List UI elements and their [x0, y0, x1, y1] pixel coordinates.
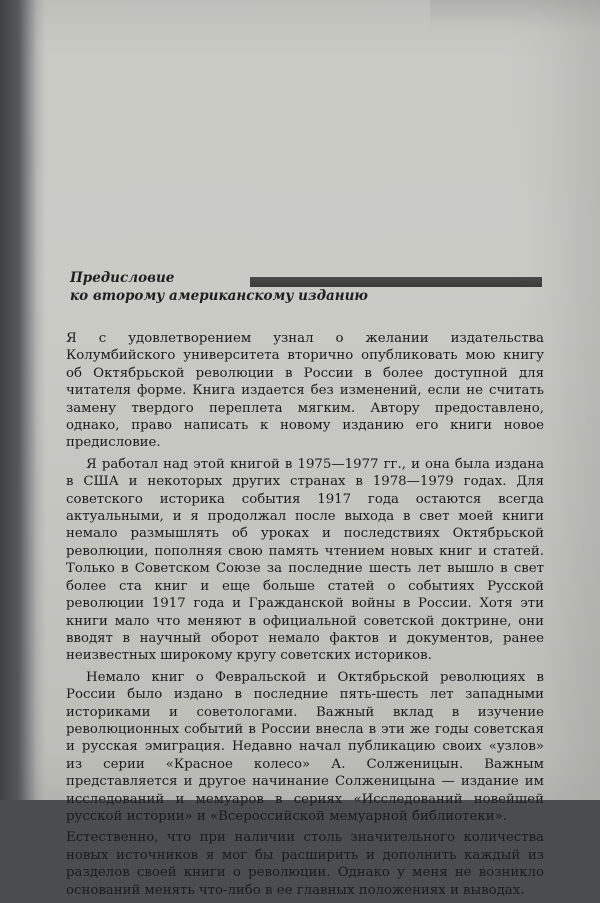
heading-line-1: Предисловие: [70, 270, 175, 286]
body-text: [66, 330, 544, 903]
paragraph-3: Немало книг о Февральской и Октябрьской революциях в России было издано в последние пять-шесть лет западными историками и советологами. Важный вклад в изучение революционных событий в России внесла в эти же годы советская и русская эмиграция. Недавно начал публикацию своих «узлов» из серии «Красное колесо» А. Солженицын. Важным представляется и другое начинание Солженицына — издание им исследований и мемуаров в сериях «Исследований новейшей русской истории» и «Всероссийской мемуарной библиотеки».: [66, 669, 544, 824]
heading-line-2: ко второму американскому изданию: [70, 288, 368, 304]
paragraph-2: Я работал над этой книгой в 1975—1977 гг., и она была издана в США и некоторых других странах в 1978—1979 годах. Для советского историка события 1917 года остаются всегда актуальными, и я продолжал после выхода в свет моей книги немало размышлять об уроках и последствиях Октябрьской революции, пополняя свою память чтением новых книг и статей. Только в Советском Союзе за последние шесть лет вышло в свет более ста книг и еще больше статей о событиях Русской революции 1917 года и Гражданской войны в России. Хотя эти книги мало что меняют в официальной советской доктрине, они вводят в научный оборот немало фактов и документов, ранее неизвестных широкому кругу советских историков.: [66, 456, 544, 664]
page-corner-shade: [430, 0, 600, 30]
paragraph-1: Я с удовлетворением узнал о желании издательства Колумбийского университета вторично опубликовать мою книгу об Октябрьской революции в России в более доступной для читателя форме. Книга издается без изменений, если не считать замену твердого переплета мягким. Автору предоставлено, однако, право написать к новому изданию его книги новое предисловие.: [66, 331, 544, 451]
paragraph-4: Естественно, что при наличии столь значительного количества новых источников я мог бы расширить и дополнить каждый из разделов своей книги о революции. Однако у меня не возникло оснований менять что-либо в ее главных положениях и выводах.: [66, 830, 544, 898]
section-heading: [70, 269, 550, 305]
book-gutter-shadow: [0, 0, 46, 800]
